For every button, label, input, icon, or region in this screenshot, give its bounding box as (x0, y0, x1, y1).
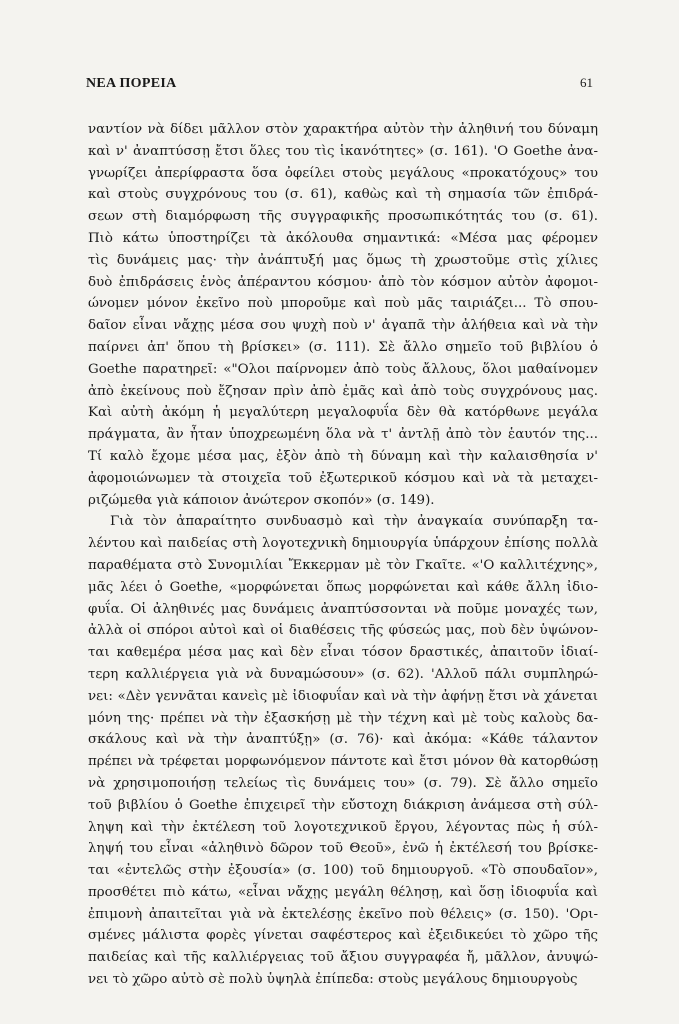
text-line: πρέπει νὰ τρέφεται μορφωνόμενον πάντοτε καὶ ἔτσι μόνον θὰ κατορθώσῃ (88, 754, 598, 770)
journal-title: ΝΕΑ ΠΟΡΕΙΑ (86, 76, 177, 91)
text-line: ἀλλὰ οἱ σπόροι αὐτοὶ καὶ οἱ διαθέσεις τῆς φύσεώς μας, ποὺ δὲν ὑψώνον- (88, 623, 598, 639)
text-line: ναντίον νὰ δίδει μᾶλλον στὸν χαρακτήρα αὐτὸν τὴν ἀληθινή του δύναμη (88, 122, 598, 137)
text-line: ληψή του εἶναι «ἀληθινὸ δῶρον τοῦ Θεοῦ», ἐνῶ ἡ ἐκτέλεσή του βρίσκε- (88, 841, 598, 857)
paragraph (88, 511, 598, 991)
text-line: ἀπὸ ἐκείνους ποὺ ἔζησαν πρὶν ἀπὸ ἐμᾶς καὶ ἀπὸ τοὺς συγχρόνους μας. (88, 383, 598, 399)
text-line: Πιὸ κάτω ὑποστηρίζει τὰ ἀκόλουθα σημαντικά: «Μέσα μας φέρομεν (88, 230, 598, 246)
text-line: φυΐα. Οἱ ἀληθινές μας δυνάμεις ἀναπτύσσονται νὰ ποῦμε μοναχές των, (88, 601, 598, 617)
text-line: παιδείας καὶ τῆς καλλιέργειας τοῦ ἄξιου συγγραφέα ἤ, μᾶλλον, ἀνυψώ- (88, 950, 598, 966)
text-line: ἀφομοιώνωμεν τὰ στοιχεῖα τοῦ ἐξωτερικοῦ κόσμου καὶ νὰ τὰ μεταχει- (88, 470, 598, 486)
text-line: σκάλους καὶ νὰ τὴν ἀναπτύξῃ» (σ. 76)· καὶ ἀκόμα: «Κάθε τάλαντον (88, 732, 598, 748)
text-line: νὰ χρησιμοποιήσῃ τελείως τὶς δυνάμεις του» (σ. 79). Σὲ ἄλλο σημεῖο (88, 775, 598, 791)
text-line: σεων στὴ διαμόρφωση τῆς συγγραφικῆς προσωπικότητάς του (σ. 61). (88, 209, 598, 225)
text-line: παραθέματα στὸ Συνομιλίαι Ἔκκερμαν μὲ τὸν Γκαῖτε. «'Ο καλλιτέχνης», (88, 557, 598, 573)
text-line: ριζώμεθα γιὰ κάποιον ἀνώτερον σκοπόν» (σ. 149). (88, 492, 435, 508)
text-line: μόνη της· πρέπει νὰ τὴν ἐξασκήσῃ μὲ τὴν τέχνη καὶ μὲ τοὺς καλοὺς δα- (88, 710, 598, 726)
text-line: ληψη καὶ τὴν ἐκτέλεση τοῦ λογοτεχνικοῦ ἔργου, λέγοντας πὼς ἡ σύλ- (88, 819, 598, 835)
text-line: δαῖον εἶναι νἄχῃς μέσα σου ψυχὴ ποὺ ν' ἀγαπᾶ τὴν ἀλήθεια καὶ νὰ τὴν (88, 318, 598, 334)
text-line: καὶ ν' ἀναπτύσσῃ ἔτσι ὅλες του τὶς ἱκανότητες» (σ. 161). 'Ο Goethe ἀνα- (88, 143, 598, 159)
body-text (88, 119, 598, 991)
text-line: ται «ἐντελῶς στὴν ἐξουσία» (σ. 100) τοῦ δημιουργοῦ. «Τὸ σπουδαῖον», (88, 863, 598, 879)
text-line: ται καθεμέρα μέσα μας καὶ δὲν εἶναι τόσον δραστικές, ἀπαιτοῦν ἰδιαί- (88, 645, 598, 661)
text-line: προσθέτει πιὸ κάτω, «εἶναι νἄχῃς μεγάλη θέλησῃ, καὶ ὅσῃ ἰδιοφυΐα καὶ (88, 884, 598, 900)
text-line: Τί καλὸ ἔχομε μέσα μας, ἐξὸν ἀπὸ τὴ δύναμη καὶ τὴν καλαισθησία ν' (88, 448, 598, 464)
paragraph (88, 119, 598, 511)
text-line: σμένες μάλιστα φορὲς γίνεται σαφέστερος καὶ ἐξειδικεύει τὸ χῶρο τῆς (88, 928, 598, 944)
text-line: τοῦ βιβλίου ὁ Goethe ἐπιχειρεῖ τὴν εὔστοχη διάκριση ἀνάμεσα στὴ σύλ- (88, 797, 598, 813)
text-line: δυὸ ἐπιδράσεις ἑνὸς ἀπέραντου κόσμου· ἀπὸ τὸν κόσμον αὐτὸν ἀφομοι- (88, 274, 598, 290)
text-line: νει: «Δὲν γεννᾶται κανεὶς μὲ ἰδιοφυΐαν καὶ νὰ τὴν ἀφήνῃ ἔτσι νὰ χάνεται (88, 688, 598, 704)
page-number: 61 (580, 75, 593, 90)
text-line: τερη καλλιέργεια γιὰ νὰ δυναμώσουν» (σ. 62). 'Αλλοῦ πάλι συμπληρώ- (88, 666, 598, 682)
text-line: Goethe παρατηρεῖ: «"Ολοι παίρνομεν ἀπὸ τοὺς ἄλλους, ὅλοι μαθαίνομεν (88, 361, 598, 377)
text-line: τὶς δυνάμεις μας· τὴν ἀνάπτυξή μας ὅμως τὴ χρωστοῦμε στὶς χίλιες (88, 252, 598, 268)
text-line: καὶ στοὺς συγχρόνους του (σ. 61), καθὼς καὶ τὴ σημασία τῶν ἐπιδρά- (88, 187, 598, 203)
text-line: μᾶς λέει ὁ Goethe, «μορφώνεται ὅπως μορφώνεται καὶ κάθε ἄλλη ἰδιο- (88, 579, 598, 595)
running-header (86, 75, 593, 92)
text-line: γνωρίζει ἀπερίφραστα ὅσα ὀφείλει στοὺς μεγάλους «προκατόχους» του (88, 165, 598, 181)
text-line: Γιὰ τὸν ἀπαραίτητο συνδυασμὸ καὶ τὴν ἀναγκαία συνύπαρξη τα- (110, 514, 598, 530)
text-line: ἐπιμονὴ ἀπαιτεῖται γιὰ νὰ ἐκτελέσῃς ἐκεῖνο ποὺ θέλεις» (σ. 150). 'Ορι- (88, 906, 598, 922)
text-line: πράγματα, ἂν ἦταν ὑποχρεωμένη ὅλα νὰ τ' ἀντλῇ ἀπὸ τὸν ἑαυτόν της... (88, 427, 598, 443)
text-line: ώνομεν μόνον ἐκεῖνο ποὺ μποροῦμε καὶ ποὺ μᾶς ταιριάζει... Τὸ σπου- (88, 296, 598, 312)
text-line: παίρνει ἀπ' ὅπου τὴ βρίσκει» (σ. 111). Σὲ ἄλλο σημεῖο τοῦ βιβλίου ὁ (88, 339, 598, 355)
text-line: λέντου καὶ παιδείας στὴ λογοτεχνικὴ δημιουργία ὑπάρχουν ἐπίσης πολλὰ (88, 536, 598, 552)
text-line: νει τὸ χῶρο αὐτὸ σὲ πολὺ ὑψηλὰ ἐπίπεδα: στοὺς μεγάλους δημιουργοὺς (88, 972, 578, 988)
text-line: Καὶ αὐτὴ ἀκόμη ἡ μεγαλύτερη μεγαλοφυΐα δὲν θὰ κατόρθωνε μεγάλα (88, 405, 598, 421)
